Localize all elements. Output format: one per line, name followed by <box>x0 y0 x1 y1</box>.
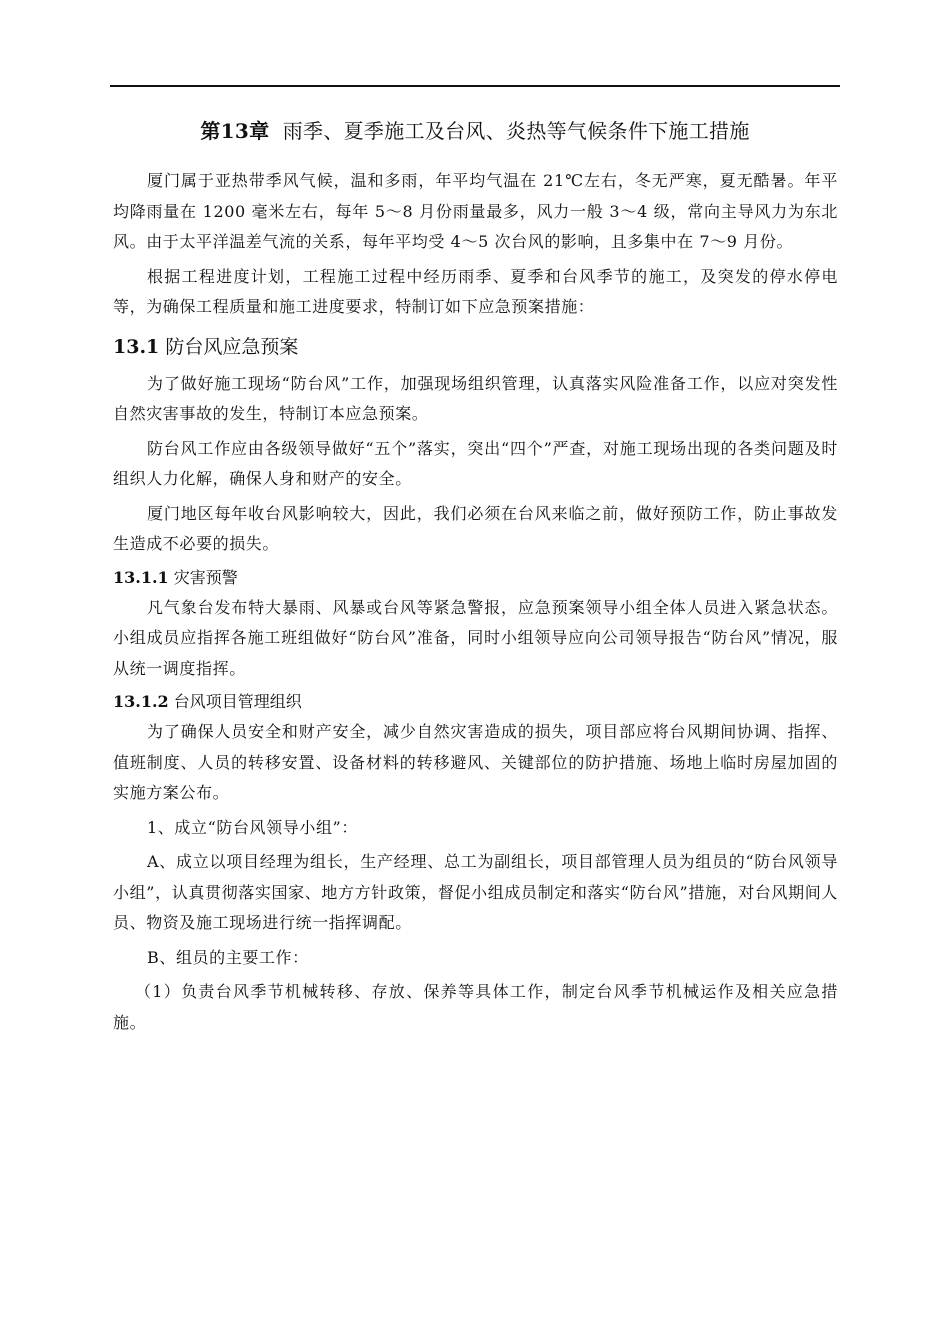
list-heading: B、组员的主要工作： <box>147 947 309 967</box>
body-paragraph: 厦门地区每年收台风影响较大，因此，我们必须在台风来临之前，做好预防工作，防止事故发生造成不必要的损失。 <box>113 503 838 553</box>
chapter-title-text: 雨季、夏季施工及台风、炎热等气候条件下施工措施 <box>282 119 750 143</box>
section-number: 13.1 <box>113 335 160 358</box>
body-paragraph: 防台风工作应由各级领导做好“五个”落实，突出“四个”严查，对施工现场出现的各类问题及时组织人力化解，确保人身和财产的安全。 <box>113 438 838 488</box>
list-heading: 1、成立“防台风领导小组”： <box>147 817 358 837</box>
header-rule <box>110 85 840 87</box>
list-item: （1）负责台风季节机械转移、存放、保养等具体工作，制定台风季节机械运作及相关应急措施。 <box>113 982 838 1032</box>
body-paragraph: 为了做好施工现场“防台风”工作，加强现场组织管理，认真落实风险准备工作，以应对突发性自然灾害事故的发生，特制订本应急预案。 <box>113 373 838 423</box>
chapter-number: 第13章 <box>200 119 270 143</box>
section-number: 13.1.2 <box>113 692 169 711</box>
document-body <box>113 166 838 1038</box>
section-title: 灾害预警 <box>173 567 238 587</box>
section-heading-13-1 <box>113 328 838 366</box>
chapter-title <box>110 116 840 146</box>
section-title: 防台风应急预案 <box>165 335 299 358</box>
section-heading-13-1-2 <box>113 687 838 717</box>
body-paragraph: 厦门属于亚热带季风气候，温和多雨，年平均气温在 21℃左右，冬无严寒，夏无酷暑。年平均降雨量在 1200 毫米左右，每年 5～8 月份雨量最多，风力一般 3～4 级，常向主导风力为东北风。由于太平洋温差气流的关系，每年平均受 4～5 次台风的影响，且多集中在 7～9 月份。 <box>113 171 838 251</box>
body-paragraph: 根据工程进度计划，工程施工过程中经历雨季、夏季和台风季节的施工，及突发的停水停电等，为确保工程质量和施工进度要求，特制订如下应急预案措施： <box>113 266 838 316</box>
section-title: 台风项目管理组织 <box>173 692 302 711</box>
section-number: 13.1.1 <box>113 567 169 587</box>
body-paragraph: A、成立以项目经理为组长，生产经理、总工为副组长，项目部管理人员为组员的“防台风领导小组”，认真贯彻落实国家、地方方针政策，督促小组成员制定和落实“防台风”措施，对台风期间人员、物资及施工现场进行统一指挥调配。 <box>113 852 838 932</box>
section-heading-13-1-1 <box>113 563 838 593</box>
body-paragraph: 凡气象台发布特大暴雨、风暴或台风等紧急警报，应急预案领导小组全体人员进入紧急状态。小组成员应指挥各施工班组做好“防台风”准备，同时小组领导应向公司领导报告“防台风”情况，服从统一调度指挥。 <box>113 597 838 678</box>
body-paragraph: 为了确保人员安全和财产安全，减少自然灾害造成的损失，项目部应将台风期间协调、指挥、值班制度、人员的转移安置、设备材料的转移避风、关键部位的防护措施、场地上临时房屋加固的实施方案公布。 <box>113 722 838 802</box>
